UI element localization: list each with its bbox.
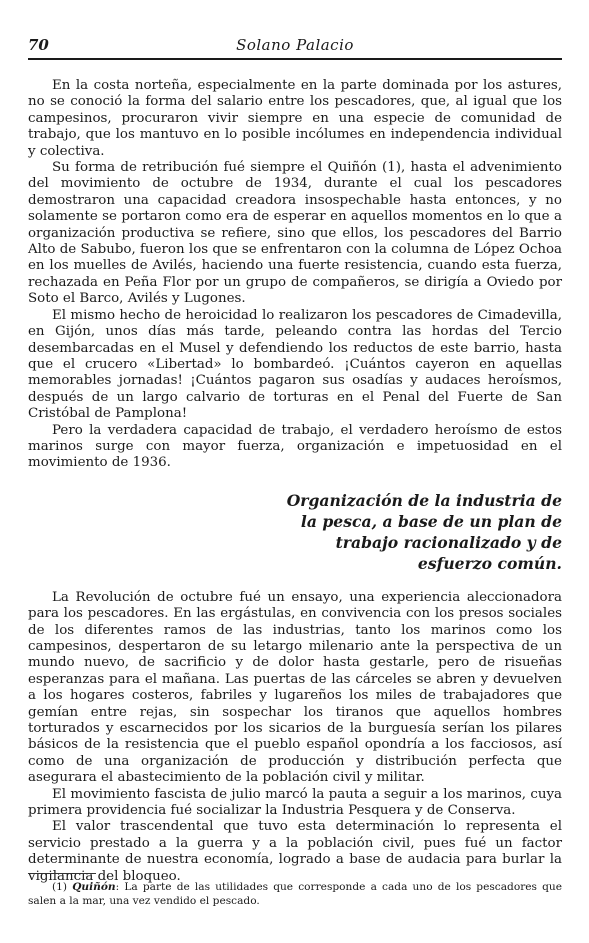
header-rule bbox=[28, 58, 562, 60]
paragraph: Pero la verdadera capacidad de trabajo, el verdadero heroísmo de estos marinos surge con mayor fuerza, organización e impetuosidad en el movimiento de 1936. bbox=[28, 422, 562, 471]
paragraph: El valor trascendental que tuvo esta determinación lo representa el servicio prestado a la guerra y a la población civil, pues fué un factor determinante de nuestra economía, logrado a base de audacia para burlar la vigilancia del bloqueo. bbox=[28, 819, 562, 884]
paragraph: Su forma de retribución fué siempre el Quiñón (1), hasta el advenimiento del movimiento de octubre de 1934, durante el cual los pescadores demostraron una capacidad creadora insospechable hasta entonces, y no solamente se portaron como era de esperar en aquellos momentos en lo que a organización productiva se refiere, sino que ellos, los pescadores del Barrio Alto de Sabubo, fueron los que se enfrentaron con la columna de López Ochoa en los muelles de Avilés, haciendo una fuerte resistencia, cuando esta fuerza, rechazada en Peña Flor por un grupo de compañeros, se dirigía a Oviedo por Soto el Barco, Avilés y Lugones. bbox=[28, 160, 562, 307]
footnote-marker: (1) bbox=[52, 881, 68, 893]
footnote-term: Quiñón bbox=[72, 881, 116, 893]
paragraph: La Revolución de octubre fué un ensayo, una experiencia aleccionadora para los pescadores. En las ergástulas, en convivencia con los presos sociales de los diferentes ramos de las industrias, tanto los marinos como los campesinos, despertaron de su letargo milenario ante la perspectiva de un mundo nuevo, de sacrificio y de dolor hasta gestarle, pero de risueñas esperanzas para el mañana. Las puertas de las cárceles se abren y devuelven a los hogares costeros, fabriles y lugareños los miles de trabajadores que gemían entre rejas, sin sospechar los tiranos que aquellos hombres torturados y escarnecidos por los sicarios de la burguesía serían los pilares básicos de la resistencia que el pueblo español opondría a los facciosos, así como de una organización de producción y distribución perfecta que asegurara el abastecimiento de la población civil y militar. bbox=[28, 589, 562, 786]
body-text bbox=[28, 78, 562, 885]
footnote bbox=[28, 880, 562, 908]
paragraph: El movimiento fascista de julio marcó la pauta a seguir a los marinos, cuya primera providencia fué socializar la Industria Pesquera y de Conserva. bbox=[28, 786, 562, 819]
page-number: 70 bbox=[28, 36, 49, 54]
running-head: Solano Palacio bbox=[236, 36, 354, 54]
footnote-text: : La parte de las utilidades que corresponde a cada uno de los pescadores que salen a la mar, una vez vendido el pescado. bbox=[28, 881, 562, 907]
footnote-rule bbox=[28, 873, 96, 874]
paragraph: En la costa norteña, especialmente en la parte dominada por los astures, no se conoció la forma del salario entre los pescadores, que, al igual que los campesinos, procuraron vivir siempre en una especie de comunidad de trabajo, que los mantuvo en lo posible incólumes en independencia individual y colectiva. bbox=[28, 78, 562, 159]
page-header bbox=[28, 28, 562, 54]
paragraph: El mismo hecho de heroicidad lo realizaron los pescadores de Cimadevilla, en Gijón, unos días más tarde, peleando contra las hordas del Tercio desembarcadas en el Musel y defendiendo los reductos de este barrio, hasta que el crucero «Libertad» lo bombardeó. ¡Cuántos cayeron en aquellas memorables jornadas! ¡Cuántos pagaron sus osadías y audaces heroísmos, después de un largo calvario de torturas en el Penal del Fuerte de San Cristóbal de Pamplona! bbox=[28, 307, 562, 422]
section-title: Organización de la industria de la pesca, a base de un plan de trabajo racionalizado y de esfuerzo común. bbox=[286, 490, 562, 573]
